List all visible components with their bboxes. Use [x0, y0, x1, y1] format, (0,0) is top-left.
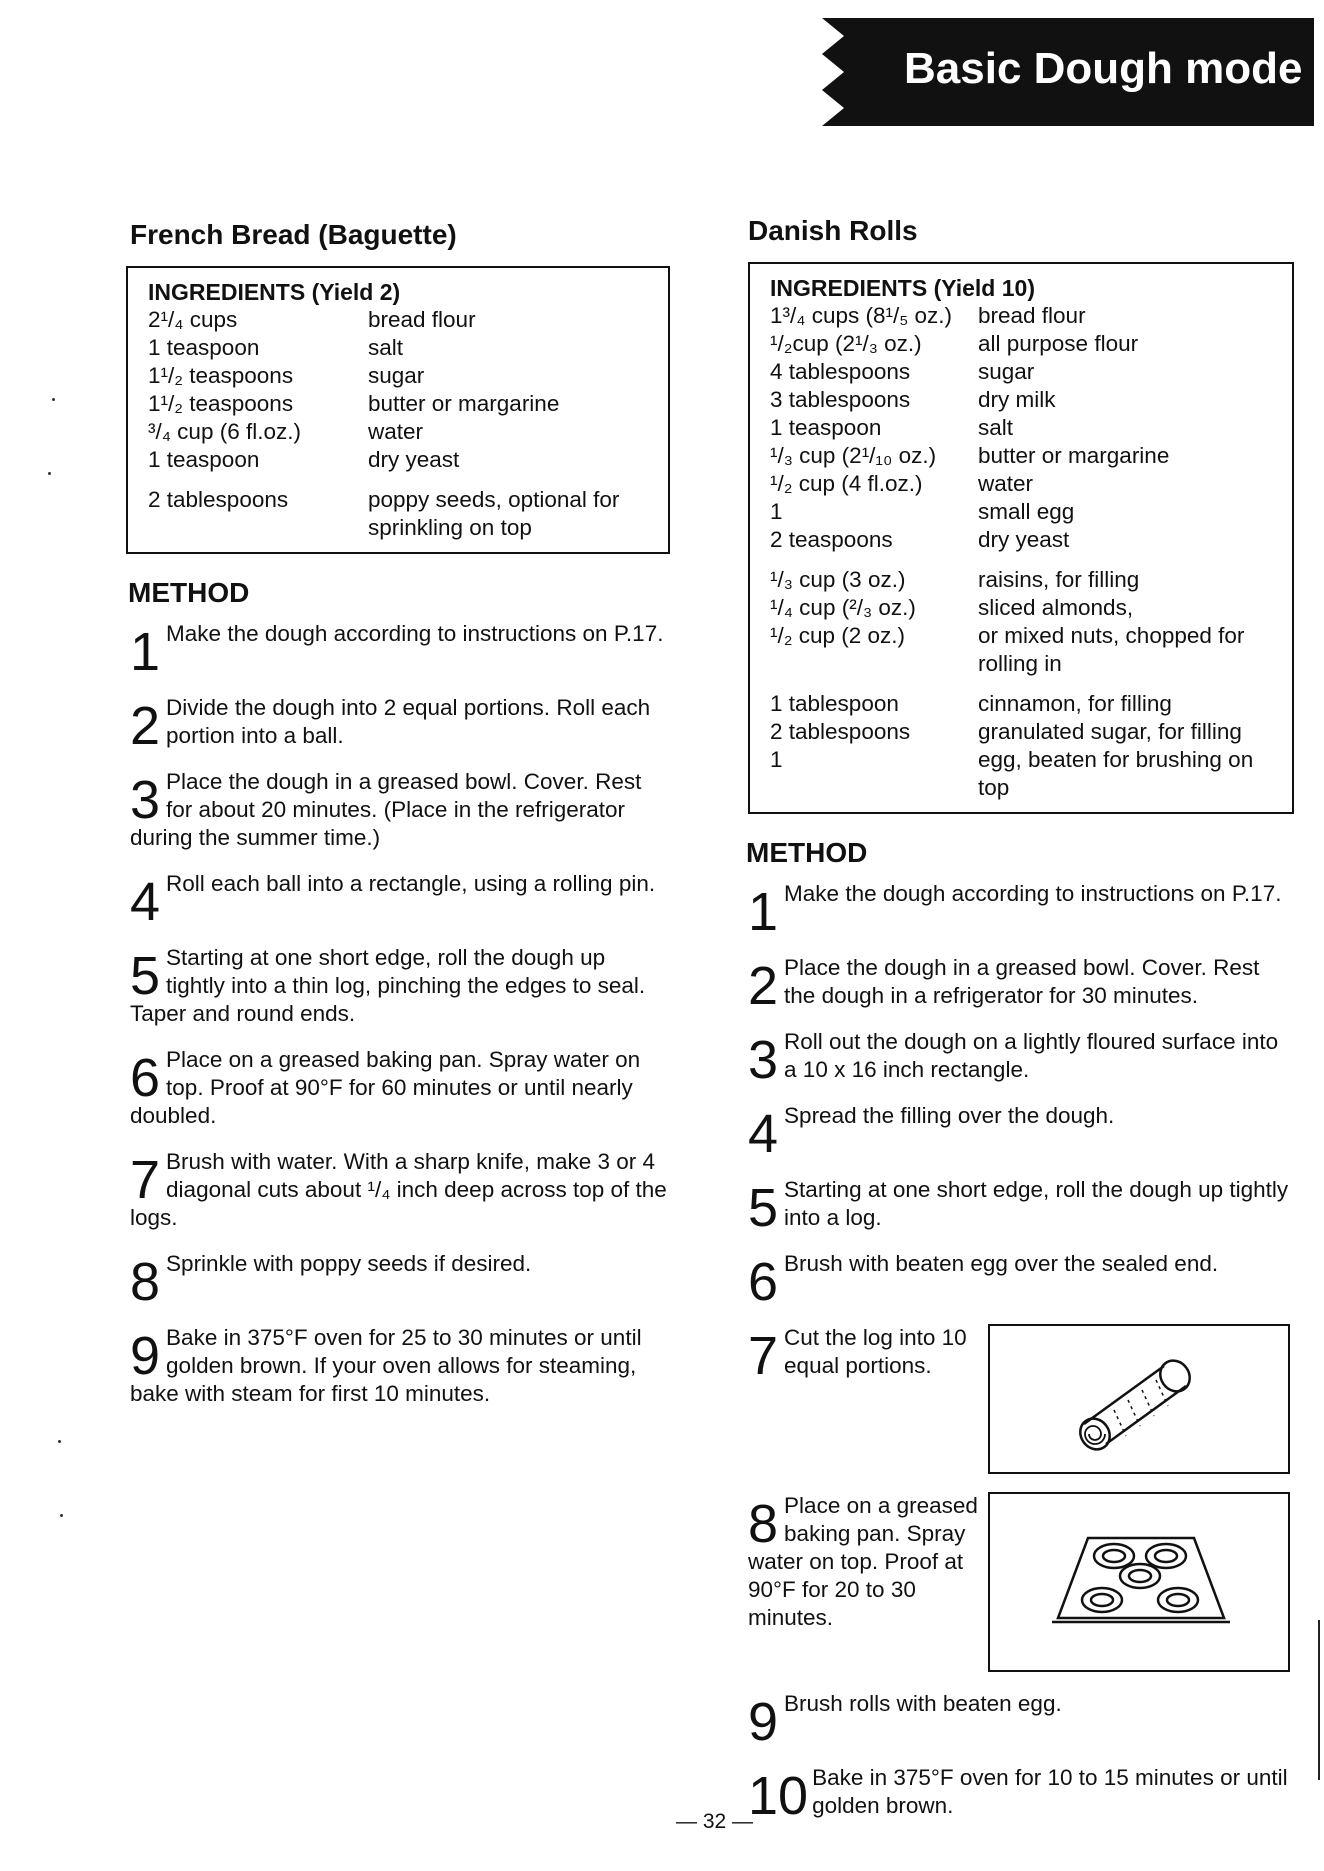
step-number: 10 [748, 1766, 809, 1826]
ingredient-row [770, 358, 1278, 386]
step-text: Brush with beaten egg over the sealed end. [784, 1251, 1219, 1276]
step-number: 1 [130, 622, 161, 682]
step-text: Cut the log into 10 equal portions. [784, 1325, 967, 1378]
ingredient-row [770, 414, 1278, 442]
ingredient-qty: 1¹/₂ teaspoons [148, 391, 294, 416]
dough-log-icon [1064, 1344, 1214, 1454]
step-number: 8 [748, 1494, 779, 1554]
ingredient-qty: 2¹/₄ cups [148, 307, 238, 332]
step-text: Spread the filling over the dough. [784, 1103, 1115, 1128]
ingredient-qty: 1 [770, 747, 783, 772]
ingredient-qty: ¹/₃ cup (3 oz.) [770, 567, 906, 592]
step-text: Starting at one short edge, roll the dough up tightly into a thin log, pinching the edges to seal. Taper and round ends. [130, 945, 646, 1026]
margin-dot [58, 1440, 61, 1443]
ingredient-name: cinnamon, for filling [978, 691, 1172, 716]
step-number: 3 [130, 770, 161, 830]
margin-dot [48, 472, 51, 475]
step-number: 8 [130, 1252, 161, 1312]
ingredient-name: bread flour [368, 307, 476, 332]
ingredient-name: water [368, 419, 424, 444]
ingredient-name: bread flour [978, 303, 1086, 328]
ingredient-qty: ¹/₂cup (2¹/₃ oz.) [770, 331, 922, 356]
ingredient-row [148, 334, 654, 362]
recipe-title: French Bread (Baguette) [130, 219, 457, 250]
ingredient-qty: 2 teaspoons [770, 527, 893, 552]
method-step [130, 1046, 670, 1130]
ingredient-name: butter or margarine [368, 391, 560, 416]
step-number: 9 [130, 1326, 161, 1386]
ingredient-row [770, 746, 1278, 802]
ingredient-name: dry yeast [978, 527, 1070, 552]
ingredient-name: butter or margarine [978, 443, 1170, 468]
method-step [748, 1102, 1294, 1164]
method-step [130, 1148, 670, 1232]
ingredient-qty: 1 [770, 499, 783, 524]
ingredient-name: raisins, for filling [978, 567, 1140, 592]
step-number: 4 [748, 1104, 779, 1164]
ingredient-qty: 1³/₄ cups (8¹/₅ oz.) [770, 303, 953, 328]
step-body [748, 1324, 978, 1386]
method-heading: METHOD [746, 837, 868, 868]
ingredient-row [148, 306, 654, 334]
ingredient-qty: ¹/₃ cup (2¹/₁₀ oz.) [770, 443, 937, 468]
ingredient-qty: 1 teaspoon [770, 415, 882, 440]
ingredient-name: salt [368, 335, 404, 360]
ingredient-row [770, 442, 1278, 470]
step-text: Place the dough in a greased bowl. Cover. Rest the dough in a refrigerator for 30 minutes. [784, 955, 1260, 1008]
step-text: Sprinkle with poppy seeds if desired. [166, 1251, 532, 1276]
step-number: 5 [130, 946, 161, 1006]
step-text: Make the dough according to instructions on P.17. [166, 621, 664, 646]
step-body [748, 1492, 978, 1632]
step-text: Place on a greased baking pan. Spray water on top. Proof at 90°F for 20 to 30 minutes. [748, 1493, 978, 1630]
step-number: 7 [748, 1326, 779, 1386]
ingredient-qty: 4 tablespoons [770, 359, 911, 384]
ingredient-row [770, 622, 1278, 678]
ingredients-box [748, 262, 1294, 814]
ingredient-qty: 2 tablespoons [148, 487, 289, 512]
method-step [130, 1250, 670, 1312]
ingredient-name: salt [978, 415, 1014, 440]
step-number: 1 [748, 882, 779, 942]
method-step [130, 768, 670, 852]
recipe-danish-rolls [748, 214, 1294, 1838]
ingredients-heading: INGREDIENTS (Yield 2) [148, 279, 401, 305]
ingredient-row [148, 418, 654, 446]
ingredient-name: sliced almonds, [978, 595, 1134, 620]
ingredient-name: water [978, 471, 1034, 496]
ingredient-row [148, 486, 654, 542]
step-number: 2 [130, 696, 161, 756]
method-step [130, 870, 670, 932]
ingredient-name: egg, beaten for brushing on top [978, 747, 1254, 800]
method-step [748, 880, 1294, 942]
method-step [130, 944, 670, 1028]
ingredient-row [770, 526, 1278, 554]
method-step [130, 1324, 670, 1408]
step-number: 2 [748, 956, 779, 1016]
ingredient-name: all purpose flour [978, 331, 1139, 356]
step-text: Brush with water. With a sharp knife, make 3 or 4 diagonal cuts about ¹/₄ inch deep across top of the logs. [130, 1149, 667, 1230]
margin-dot [60, 1514, 63, 1517]
ingredient-qty: 1¹/₂ teaspoons [148, 363, 294, 388]
ingredients-heading: INGREDIENTS (Yield 10) [770, 275, 1035, 301]
step-text: Roll out the dough on a lightly floured surface into a 10 x 16 inch rectangle. [784, 1029, 1279, 1082]
method-step [748, 1176, 1294, 1238]
ingredient-qty: ³/₄ cup (6 fl.oz.) [148, 419, 301, 444]
step-number: 7 [130, 1150, 161, 1210]
ingredient-qty: ¹/₄ cup (²/₃ oz.) [770, 595, 916, 620]
ingredient-name: small egg [978, 499, 1075, 524]
method-step [748, 954, 1294, 1016]
ingredient-row [770, 690, 1278, 718]
step-text: Bake in 375°F oven for 25 to 30 minutes or until golden brown. If your oven allows for steaming, bake with steam for first 10 minutes. [130, 1325, 642, 1406]
method-step [130, 620, 670, 682]
ingredient-qty: ¹/₂ cup (2 oz.) [770, 623, 906, 648]
step-text: Starting at one short edge, roll the dough up tightly into a log. [784, 1177, 1289, 1230]
ingredient-name: dry yeast [368, 447, 460, 472]
ingredients-box [126, 266, 670, 554]
ingredient-row [770, 386, 1278, 414]
ingredient-qty: 3 tablespoons [770, 387, 911, 412]
method-step [748, 1492, 1294, 1672]
method-step [748, 1324, 1294, 1474]
ingredient-name: poppy seeds, optional for sprinkling on top [368, 487, 620, 540]
method-step [130, 694, 670, 756]
ingredient-row [770, 330, 1278, 358]
section-header-banner [822, 18, 1314, 126]
method-heading: METHOD [128, 577, 250, 608]
ingredient-row [770, 302, 1278, 330]
ingredient-row [770, 470, 1278, 498]
method-step [748, 1690, 1294, 1752]
ingredient-name: granulated sugar, for filling [978, 719, 1242, 744]
ingredient-row [770, 718, 1278, 746]
step-number: 9 [748, 1692, 779, 1752]
ingredient-name: or mixed nuts, chopped for rolling in [978, 623, 1245, 676]
step-number: 5 [748, 1178, 779, 1238]
ingredient-row [770, 498, 1278, 526]
ingredient-qty: 2 tablespoons [770, 719, 911, 744]
rolled-log-illustration [988, 1324, 1290, 1474]
ingredient-row [148, 362, 654, 390]
page-number: — 32 — [676, 1810, 754, 1833]
step-text: Roll each ball into a rectangle, using a rolling pin. [166, 871, 656, 896]
step-text: Bake in 375°F oven for 10 to 15 minutes or until golden brown. [812, 1765, 1288, 1818]
step-number: 6 [748, 1252, 779, 1312]
recipe-french-bread [130, 218, 670, 1426]
ingredient-qty: 1 tablespoon [770, 691, 899, 716]
step-text: Divide the dough into 2 equal portions. Roll each portion into a ball. [166, 695, 651, 748]
section-title: Basic Dough mode [904, 44, 1303, 93]
arrow-notch-icon [822, 18, 852, 126]
method-step [748, 1028, 1294, 1090]
step-text: Place on a greased baking pan. Spray water on top. Proof at 90°F for 60 minutes or until nearly doubled. [130, 1047, 641, 1128]
ingredient-row [148, 390, 654, 418]
step-text: Brush rolls with beaten egg. [784, 1691, 1062, 1716]
ingredient-name: dry milk [978, 387, 1056, 412]
method-step [748, 1250, 1294, 1312]
baking-pan-rolls-icon [1044, 1522, 1234, 1642]
method-step [748, 1764, 1294, 1826]
step-number: 6 [130, 1048, 161, 1108]
ingredient-row [770, 594, 1278, 622]
step-number: 3 [748, 1030, 779, 1090]
step-text: Make the dough according to instructions on P.17. [784, 881, 1282, 906]
step-number: 4 [130, 872, 161, 932]
ingredient-qty: 1 teaspoon [148, 335, 260, 360]
step-text: Place the dough in a greased bowl. Cover. Rest for about 20 minutes. (Place in the refrigerator during the summer time.) [130, 769, 642, 850]
recipe-title: Danish Rolls [748, 215, 918, 246]
ingredient-qty: ¹/₂ cup (4 fl.oz.) [770, 471, 923, 496]
ingredient-name: sugar [368, 363, 425, 388]
ingredient-qty: 1 teaspoon [148, 447, 260, 472]
ingredient-row [148, 446, 654, 474]
baking-pan-illustration [988, 1492, 1290, 1672]
margin-dot [52, 398, 55, 401]
ingredient-row [770, 566, 1278, 594]
scan-edge-line [1318, 1620, 1320, 1780]
ingredient-name: sugar [978, 359, 1035, 384]
